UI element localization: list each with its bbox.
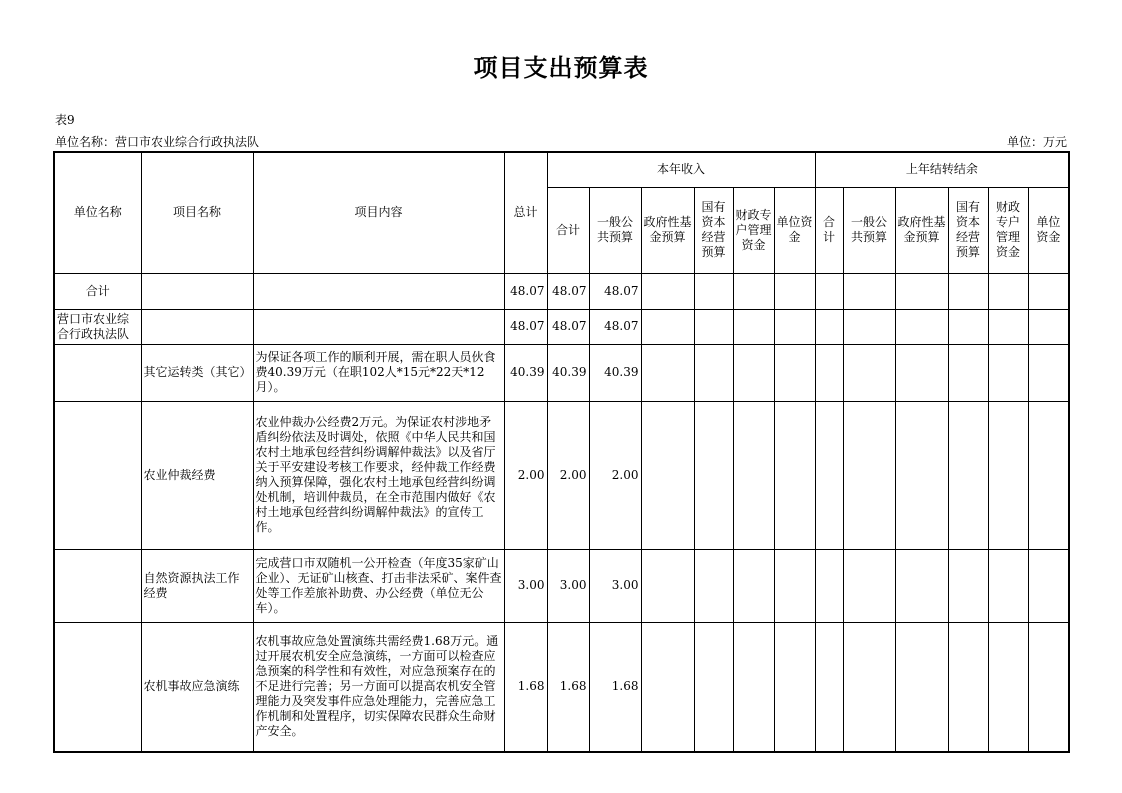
table-row	[54, 273, 1069, 309]
empty-cell	[694, 273, 733, 309]
current-total-cell: 2.00	[547, 401, 589, 549]
empty-cell	[733, 401, 774, 549]
empty-cell	[895, 344, 948, 401]
project-name-cell: 农业仲裁经费	[141, 401, 253, 549]
empty-cell	[948, 309, 988, 344]
empty-cell	[988, 344, 1028, 401]
empty-cell	[641, 273, 694, 309]
empty-cell	[895, 309, 948, 344]
empty-cell	[774, 622, 815, 752]
current-total-cell: 48.07	[547, 309, 589, 344]
empty-cell	[948, 549, 988, 622]
total-cell: 3.00	[504, 549, 547, 622]
project-name-cell: 其它运转类（其它）	[141, 344, 253, 401]
header-project-content: 项目内容	[253, 152, 504, 273]
header-cur-special-account: 财政专户管理资金	[733, 187, 774, 273]
header-prev-fund: 政府性基金预算	[895, 187, 948, 273]
empty-cell	[694, 344, 733, 401]
empty-cell	[843, 309, 895, 344]
header-prev-unit-funds: 单位资金	[1028, 187, 1069, 273]
empty-cell	[843, 273, 895, 309]
general-budget-cell: 1.68	[589, 622, 641, 752]
total-cell: 48.07	[504, 273, 547, 309]
total-cell: 48.07	[504, 309, 547, 344]
empty-cell	[1028, 273, 1069, 309]
total-cell: 2.00	[504, 401, 547, 549]
general-budget-cell: 48.07	[589, 309, 641, 344]
current-total-cell: 1.68	[547, 622, 589, 752]
table-row	[54, 309, 1069, 344]
table-row	[54, 622, 1069, 752]
empty-cell	[774, 273, 815, 309]
general-budget-cell: 2.00	[589, 401, 641, 549]
project-name-cell: 自然资源执法工作经费	[141, 549, 253, 622]
header-cur-unit-funds: 单位资金	[774, 187, 815, 273]
budget-table	[53, 151, 1070, 753]
unit-name-cell	[54, 401, 141, 549]
empty-cell	[1028, 401, 1069, 549]
empty-cell	[948, 344, 988, 401]
project-content-cell: 为保证各项工作的顺利开展，需在职人员伙食费40.39万元（在职102人*15元*22天*12月）。	[253, 344, 504, 401]
header-prev-state-capital: 国有资本经营预算	[948, 187, 988, 273]
total-cell: 40.39	[504, 344, 547, 401]
empty-cell	[948, 401, 988, 549]
empty-cell	[895, 622, 948, 752]
current-total-cell: 48.07	[547, 273, 589, 309]
empty-cell	[988, 273, 1028, 309]
project-content-cell: 完成营口市双随机一公开检查（年度35家矿山企业）、无证矿山核查、打击非法采矿、案件查处等工作差旅补助费、办公经费（单位无公车）。	[253, 549, 504, 622]
unit-name-cell	[54, 549, 141, 622]
current-total-cell: 3.00	[547, 549, 589, 622]
unit-label: 单位：万元	[1006, 135, 1067, 149]
empty-cell	[843, 549, 895, 622]
table-row	[54, 401, 1069, 549]
empty-cell	[694, 309, 733, 344]
header-cur-total: 合计	[547, 187, 589, 273]
header-total: 总计	[504, 152, 547, 273]
empty-cell	[815, 549, 843, 622]
unit-name-cell	[54, 344, 141, 401]
empty-cell	[694, 401, 733, 549]
project-content-cell	[253, 273, 504, 309]
empty-cell	[988, 622, 1028, 752]
empty-cell	[641, 622, 694, 752]
header-prev-balance: 上年结转结余	[815, 152, 1069, 187]
empty-cell	[843, 622, 895, 752]
header-prev-special-account: 财政专户管理资金	[988, 187, 1028, 273]
header-prev-general: 一般公共预算	[843, 187, 895, 273]
general-budget-cell: 3.00	[589, 549, 641, 622]
project-content-cell: 农机事故应急处置演练共需经费1.68万元。通过开展农机安全应急演练，一方面可以检查应急预案的科学性和有效性，对应急预案存在的不足进行完善；另一方面可以提高农机安全管理能力及突发事件应急处理能力，完善应急工作机制和处置程序，切实保障农民群众生命财产安全。	[253, 622, 504, 752]
header-prev-total: 合计	[815, 187, 843, 273]
empty-cell	[733, 622, 774, 752]
empty-cell	[988, 401, 1028, 549]
empty-cell	[774, 344, 815, 401]
empty-cell	[733, 549, 774, 622]
current-total-cell: 40.39	[547, 344, 589, 401]
empty-cell	[988, 309, 1028, 344]
empty-cell	[815, 344, 843, 401]
empty-cell	[843, 401, 895, 549]
project-content-cell	[253, 309, 504, 344]
empty-cell	[815, 309, 843, 344]
empty-cell	[774, 401, 815, 549]
unit-name-cell: 营口市农业综合行政执法队	[54, 309, 141, 344]
unit-name-cell: 合计	[54, 273, 141, 309]
table-row	[54, 344, 1069, 401]
empty-cell	[641, 344, 694, 401]
unit-name-cell	[54, 622, 141, 752]
project-name-cell: 农机事故应急演练	[141, 622, 253, 752]
empty-cell	[1028, 344, 1069, 401]
empty-cell	[895, 401, 948, 549]
empty-cell	[895, 273, 948, 309]
table-number: 表9	[55, 113, 75, 127]
header-cur-fund: 政府性基金预算	[641, 187, 694, 273]
general-budget-cell: 40.39	[589, 344, 641, 401]
empty-cell	[948, 622, 988, 752]
empty-cell	[1028, 309, 1069, 344]
empty-cell	[641, 401, 694, 549]
header-cur-state-capital: 国有资本经营预算	[694, 187, 733, 273]
unit-name-label: 单位名称：营口市农业综合行政执法队	[55, 135, 260, 149]
header-unit-name: 单位名称	[54, 152, 141, 273]
project-name-cell	[141, 309, 253, 344]
page-title: 项目支出预算表	[473, 54, 649, 82]
total-cell: 1.68	[504, 622, 547, 752]
empty-cell	[733, 344, 774, 401]
empty-cell	[733, 309, 774, 344]
empty-cell	[641, 309, 694, 344]
empty-cell	[694, 549, 733, 622]
empty-cell	[988, 549, 1028, 622]
empty-cell	[895, 549, 948, 622]
header-cur-general: 一般公共预算	[589, 187, 641, 273]
empty-cell	[948, 273, 988, 309]
empty-cell	[694, 622, 733, 752]
empty-cell	[843, 344, 895, 401]
empty-cell	[1028, 549, 1069, 622]
empty-cell	[815, 401, 843, 549]
project-content-cell: 农业仲裁办公经费2万元。为保证农村涉地矛盾纠纷依法及时调处，依照《中华人民共和国农村土地承包经营纠纷调解仲裁法》以及省厅关于平安建设考核工作要求，经仲裁工作经费纳入预算保障，强化农村土地承包经营纠纷调处机制，培训仲裁员，在全市范围内做好《农村土地承包经营纠纷调解仲裁法》的宣传工作。	[253, 401, 504, 549]
empty-cell	[733, 273, 774, 309]
header-current-income: 本年收入	[547, 152, 815, 187]
empty-cell	[774, 309, 815, 344]
header-project-name: 项目名称	[141, 152, 253, 273]
empty-cell	[774, 549, 815, 622]
empty-cell	[641, 549, 694, 622]
empty-cell	[815, 622, 843, 752]
table-row	[54, 549, 1069, 622]
general-budget-cell: 48.07	[589, 273, 641, 309]
empty-cell	[1028, 622, 1069, 752]
project-name-cell	[141, 273, 253, 309]
empty-cell	[815, 273, 843, 309]
